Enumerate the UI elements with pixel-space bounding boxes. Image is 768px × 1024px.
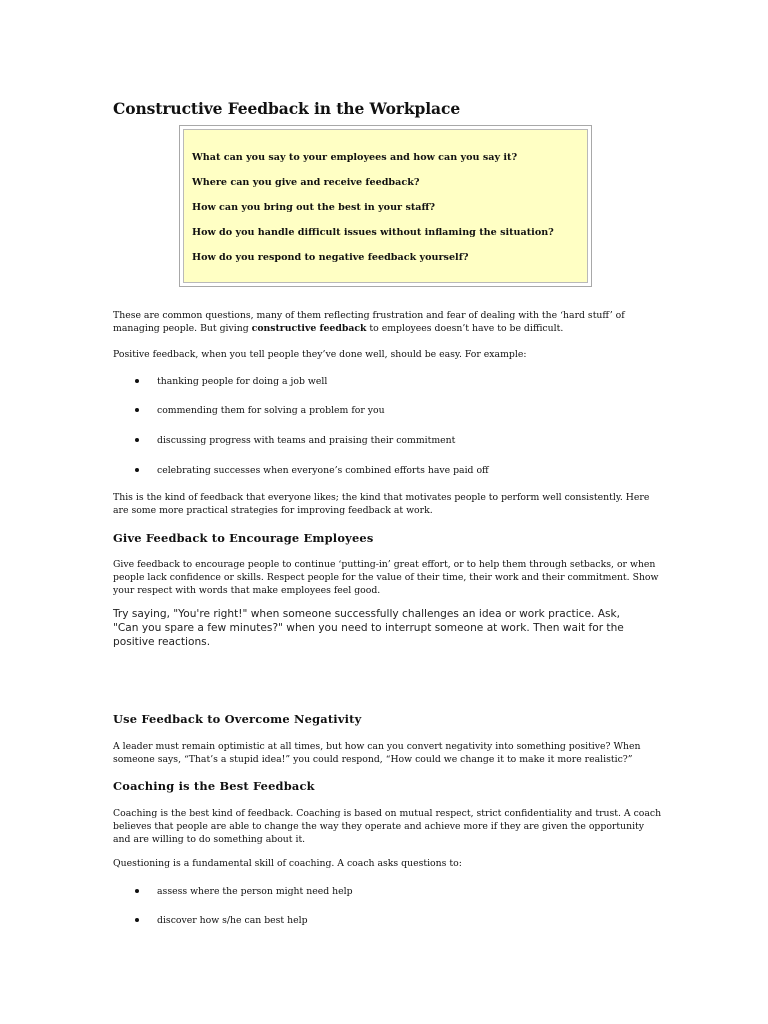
questioning-paragraph: Questioning is a fundamental skill of coaching. A coach asks questions to: <box>113 858 462 869</box>
intro-paragraph <box>113 309 663 335</box>
coaching-paragraph: Coaching is the best kind of feedback. Coaching is based on mutual respect, strict confidentiality and trust. A coach believes that people are able to change the way they operate and achieve more if they are given the opportunity and are willing to do something about it. <box>113 808 662 845</box>
list-item-text: thanking people for doing a job well <box>157 376 328 387</box>
tip-paragraph: Try saying, "You're right!" when someone successfully challenges an idea or work practice. Ask, "Can you spare a few minutes?" when you need to interrupt someone at work. Then wait for the positive reactions. <box>113 608 624 648</box>
encourage-paragraph: Give feedback to encourage people to continue ‘putting-in’ great effort, or to help them through setbacks, or when people lack confidence or skills. Respect people for the value of their time, their work and their commitment. Show your respect with words that make employees feel good. <box>113 559 659 596</box>
question-item: What can you say to your employees and how can you say it? <box>192 152 518 163</box>
intro-text-after: to employees doesn’t have to be difficult. <box>366 323 564 334</box>
list-item-text: commending them for solving a problem for you <box>157 405 385 416</box>
questions-box-inner <box>183 129 588 283</box>
section-heading-encourage: Give Feedback to Encourage Employees <box>113 531 374 545</box>
question-item: How can you bring out the best in your staff? <box>192 202 435 213</box>
section-heading-negativity: Use Feedback to Overcome Negativity <box>113 712 362 726</box>
bullet-dot <box>135 408 139 412</box>
list-item-text: discover how s/he can best help <box>157 915 308 926</box>
positive-outro: This is the kind of feedback that everyone likes; the kind that motivates people to perform well consistently. Here are some more practical strategies for improving feedback at work. <box>113 492 650 516</box>
intro-text-before: These are common questions, many of them reflecting frustration and fear of dealing with the ‘hard stuff’ of managing people. But giving <box>113 310 625 334</box>
list-item-text: discussing progress with teams and praising their commitment <box>157 435 456 446</box>
section-heading-coaching: Coaching is the Best Feedback <box>113 779 315 793</box>
questions-box <box>179 125 592 287</box>
positive-intro: Positive feedback, when you tell people they’ve done well, should be easy. For example: <box>113 349 527 360</box>
bullet-dot <box>135 889 139 893</box>
bullet-dot <box>135 468 139 472</box>
question-item: Where can you give and receive feedback? <box>192 177 420 188</box>
bullet-dot <box>135 379 139 383</box>
intro-bold-term: constructive feedback <box>251 323 367 334</box>
question-item: How do you handle difficult issues without inflaming the situation? <box>192 227 554 238</box>
page-title: Constructive Feedback in the Workplace <box>113 99 461 118</box>
negativity-paragraph: A leader must remain optimistic at all times, but how can you convert negativity into something positive? When someone says, “That’s a stupid idea!” you could respond, “How could we change it to make it more realistic?” <box>113 741 641 765</box>
list-item-text: celebrating successes when everyone’s combined efforts have paid off <box>157 465 489 476</box>
bullet-dot <box>135 918 139 922</box>
list-item-text: assess where the person might need help <box>157 886 353 897</box>
bullet-dot <box>135 438 139 442</box>
question-item: How do you respond to negative feedback yourself? <box>192 252 469 263</box>
